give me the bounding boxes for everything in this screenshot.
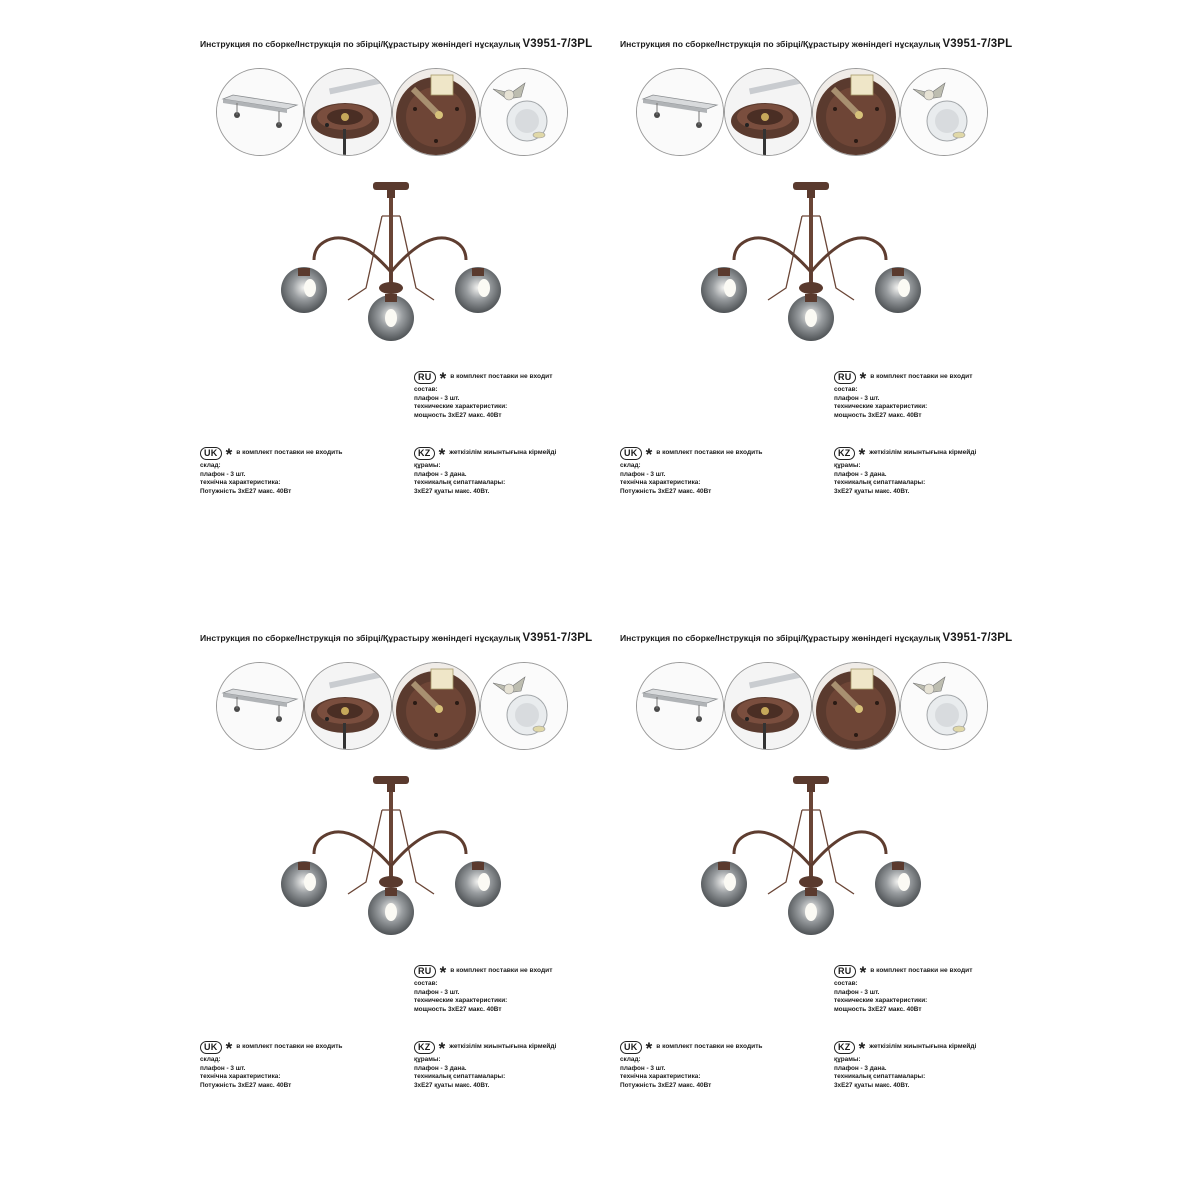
kz-badge: KZ	[834, 447, 855, 460]
title-text: Инструкция по сборке/Інструкція по збірці/Құрастыру жөніндегі нұсқаулық	[200, 633, 521, 643]
ru-line: плафон - 3 шт.	[414, 988, 460, 996]
kz-spec-block	[834, 1040, 976, 1090]
mounting-bar-photo	[216, 662, 304, 750]
asterisk-icon: *	[859, 369, 867, 388]
asterisk-icon: *	[439, 963, 447, 982]
ru-line: плафон - 3 шт.	[834, 394, 880, 402]
kz-line: плафон - 3 дана.	[414, 470, 467, 478]
uk-badge: UK	[620, 447, 642, 460]
uk-spec-block	[200, 1040, 343, 1090]
uk-line: склад:	[620, 462, 641, 469]
ceiling-cup-photo	[304, 68, 392, 156]
kz-line: құрамы:	[834, 462, 861, 469]
kz-line: 3хЕ27 қуаты макс. 40Вт.	[834, 1081, 910, 1089]
uk-badge: UK	[620, 1041, 642, 1054]
kz-line: техникалық сипаттамалары:	[414, 1073, 506, 1080]
uk-line: технічна характеристика:	[200, 479, 281, 486]
glass-shade-photo	[900, 662, 988, 750]
ru-badge: RU	[834, 371, 856, 384]
asterisk-icon: *	[225, 1039, 233, 1058]
instruction-sheet-4	[420, 594, 1020, 1194]
kz-line: плафон - 3 дана.	[414, 1064, 467, 1072]
uk-line: плафон - 3 шт.	[620, 1064, 666, 1072]
kz-line: 3хЕ27 қуаты макс. 40Вт.	[834, 487, 910, 495]
glass-shade-photo	[900, 68, 988, 156]
uk-note: в комплект поставки не входить	[656, 1042, 763, 1050]
ru-line: состав:	[834, 386, 858, 393]
ru-line: технические характеристики:	[414, 997, 508, 1004]
uk-note: в комплект поставки не входить	[236, 1042, 343, 1050]
ru-line: мощность 3хЕ27 макс. 40Вт	[834, 411, 922, 419]
ru-line: плафон - 3 шт.	[414, 394, 460, 402]
ru-line: состав:	[834, 980, 858, 987]
asterisk-icon: *	[858, 445, 866, 464]
ru-line: технические характеристики:	[834, 997, 928, 1004]
kz-note: жеткізілім жиынтығына кірмейді	[869, 1042, 977, 1050]
uk-badge: UK	[200, 1041, 222, 1054]
asterisk-icon: *	[438, 445, 446, 464]
uk-spec-block	[620, 1040, 763, 1090]
ru-line: технические характеристики:	[834, 403, 928, 410]
title-text: Инструкция по сборке/Інструкція по збірці/Құрастыру жөніндегі нұсқаулық	[620, 39, 941, 49]
ru-note: в комплект поставки не входит	[450, 966, 553, 974]
kz-line: құрамы:	[834, 1056, 861, 1063]
kz-line: 3хЕ27 қуаты макс. 40Вт.	[414, 487, 490, 495]
ru-note: в комплект поставки не входит	[450, 372, 553, 380]
kz-note: жеткізілім жиынтығына кірмейді	[449, 448, 557, 456]
kz-note: жеткізілім жиынтығына кірмейді	[869, 448, 977, 456]
ceiling-cup-photo	[724, 662, 812, 750]
ru-line: технические характеристики:	[414, 403, 508, 410]
mounting-bar-photo	[636, 68, 724, 156]
ru-spec-block	[834, 370, 972, 420]
uk-line: плафон - 3 шт.	[200, 1064, 246, 1072]
uk-badge: UK	[200, 447, 222, 460]
chandelier-illustration	[690, 176, 930, 346]
ru-badge: RU	[414, 371, 436, 384]
kz-badge: KZ	[414, 1041, 435, 1054]
uk-spec-block	[200, 446, 343, 496]
uk-line: Потужність 3хЕ27 макс. 40Вт	[200, 487, 292, 495]
kz-line: 3хЕ27 қуаты макс. 40Вт.	[414, 1081, 490, 1089]
asterisk-icon: *	[858, 1039, 866, 1058]
uk-line: плафон - 3 шт.	[200, 470, 246, 478]
kz-badge: KZ	[834, 1041, 855, 1054]
uk-note: в комплект поставки не входить	[236, 448, 343, 456]
kz-spec-block	[834, 446, 976, 496]
chandelier-illustration	[690, 770, 930, 940]
kz-note: жеткізілім жиынтығына кірмейді	[449, 1042, 557, 1050]
asterisk-icon: *	[645, 445, 653, 464]
kz-line: плафон - 3 дана.	[834, 1064, 887, 1072]
uk-line: технічна характеристика:	[200, 1073, 281, 1080]
assembly-photos	[636, 662, 1006, 754]
ru-note: в комплект поставки не входит	[870, 966, 973, 974]
assembly-photos	[636, 68, 1006, 160]
ceiling-cup-photo	[304, 662, 392, 750]
ru-line: мощность 3хЕ27 макс. 40Вт	[414, 1005, 502, 1013]
uk-note: в комплект поставки не входить	[656, 448, 763, 456]
sheet-title	[620, 38, 1012, 50]
asterisk-icon: *	[859, 963, 867, 982]
ru-line: состав:	[414, 386, 438, 393]
kz-line: құрамы:	[414, 462, 441, 469]
ru-line: мощность 3хЕ27 макс. 40Вт	[834, 1005, 922, 1013]
mounting-bar-photo	[636, 662, 724, 750]
uk-line: Потужність 3хЕ27 макс. 40Вт	[620, 1081, 712, 1089]
kz-line: техникалық сипаттамалары:	[414, 479, 506, 486]
ru-spec-block	[834, 964, 972, 1014]
uk-line: технічна характеристика:	[620, 1073, 701, 1080]
uk-line: Потужність 3хЕ27 макс. 40Вт	[200, 1081, 292, 1089]
asterisk-icon: *	[645, 1039, 653, 1058]
model-number: V3951-7/3PL	[942, 38, 1013, 50]
wiring-connection-photo	[812, 68, 900, 156]
title-text: Инструкция по сборке/Інструкція по збірці/Құрастыру жөніндегі нұсқаулық	[620, 633, 941, 643]
kz-line: плафон - 3 дана.	[834, 470, 887, 478]
sheet-title	[620, 632, 1012, 644]
mounting-bar-photo	[216, 68, 304, 156]
model-number: V3951-7/3PL	[942, 632, 1013, 644]
uk-line: склад:	[200, 1056, 221, 1063]
ru-note: в комплект поставки не входит	[870, 372, 973, 380]
kz-line: құрамы:	[414, 1056, 441, 1063]
asterisk-icon: *	[225, 445, 233, 464]
uk-line: склад:	[200, 462, 221, 469]
ru-line: мощность 3хЕ27 макс. 40Вт	[414, 411, 502, 419]
ru-line: плафон - 3 шт.	[834, 988, 880, 996]
title-text: Инструкция по сборке/Інструкція по збірці/Құрастыру жөніндегі нұсқаулық	[200, 39, 521, 49]
uk-line: технічна характеристика:	[620, 479, 701, 486]
kz-badge: KZ	[414, 447, 435, 460]
model-number: V3951-7/3PL	[522, 632, 593, 644]
kz-line: техникалық сипаттамалары:	[834, 479, 926, 486]
ru-badge: RU	[414, 965, 436, 978]
uk-line: склад:	[620, 1056, 641, 1063]
uk-line: Потужність 3хЕ27 макс. 40Вт	[620, 487, 712, 495]
model-number: V3951-7/3PL	[522, 38, 593, 50]
kz-line: техникалық сипаттамалары:	[834, 1073, 926, 1080]
ceiling-cup-photo	[724, 68, 812, 156]
wiring-connection-photo	[812, 662, 900, 750]
ru-line: состав:	[414, 980, 438, 987]
instruction-sheet-2	[420, 0, 1020, 600]
asterisk-icon: *	[438, 1039, 446, 1058]
ru-badge: RU	[834, 965, 856, 978]
asterisk-icon: *	[439, 369, 447, 388]
uk-line: плафон - 3 шт.	[620, 470, 666, 478]
uk-spec-block	[620, 446, 763, 496]
